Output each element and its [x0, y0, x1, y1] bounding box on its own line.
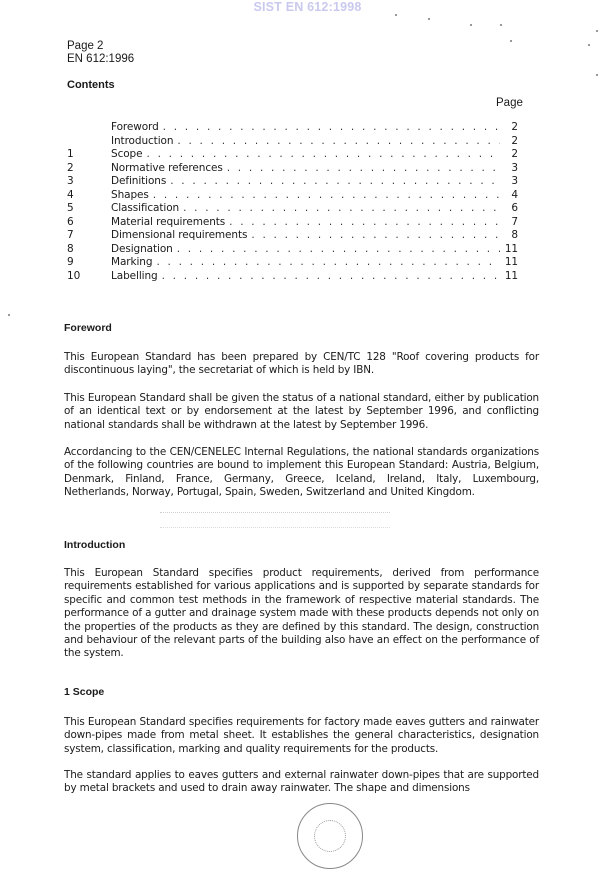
- toc-entry-page: 2: [511, 121, 518, 133]
- toc-leader-dots: [162, 270, 500, 284]
- toc-leader-dots: [177, 243, 500, 257]
- toc-entry-label: Introduction: [111, 134, 174, 147]
- foreword-paragraph-2: This European Standard shall be given the status of a national standard, either by publication of an identical text or by endorsement at the latest by September 1996, and conflicting national standards shall be withdrawn at the latest by September 1996.: [64, 392, 539, 431]
- table-of-contents: [67, 121, 518, 283]
- scope-paragraph-2: The standard applies to eaves gutters and external rainwater down-pipes that are supported by metal brackets and used to drain away rainwater. The shape and dimensions: [64, 769, 539, 795]
- toc-entry-designation[interactable]: [67, 243, 518, 257]
- scope-paragraph-2-block: [64, 769, 539, 796]
- scan-speck: [510, 40, 512, 42]
- page-header: [67, 40, 134, 66]
- foreword-paragraph-2-block: [64, 392, 539, 432]
- toc-entry-label: Classification: [111, 202, 180, 214]
- toc-entry-shapes[interactable]: [67, 189, 518, 203]
- toc-page-column-label: Page: [496, 97, 523, 109]
- scan-artifact: [160, 512, 390, 528]
- foreword-paragraph-1: This European Standard has been prepared by CEN/TC 128 "Roof covering products for discontinuous laying", the secretariat of which is held by IBN.: [64, 351, 539, 377]
- toc-entry-page: 11: [504, 269, 518, 282]
- toc-leader-dots: [177, 135, 500, 149]
- toc-leader-dots: [156, 256, 500, 270]
- introduction-paragraph-block: [64, 567, 539, 661]
- scope-heading: 1 Scope: [64, 686, 105, 698]
- scope-paragraph-1: This European Standard specifies requirements for factory made eaves gutters and rainwater down-pipes made from metal sheet. It establishes the general characteristics, designation system, classification, marking and quality requirements for the products.: [64, 716, 539, 755]
- toc-leader-dots: [227, 162, 500, 176]
- toc-leader-dots: [170, 175, 500, 189]
- toc-entry-foreword[interactable]: [67, 121, 518, 135]
- toc-entry-labelling[interactable]: [67, 270, 518, 284]
- toc-entry-page: 2: [511, 148, 518, 160]
- toc-entry-page: 2: [511, 134, 518, 147]
- toc-entry-label: Material requirements: [111, 215, 226, 228]
- toc-entry-classification[interactable]: [67, 202, 518, 216]
- toc-entry-number: 8: [67, 242, 74, 255]
- page-number: Page 2: [67, 40, 104, 52]
- contents-title: Contents: [67, 79, 115, 91]
- toc-entry-number: 6: [67, 215, 74, 228]
- toc-entry-page: 11: [504, 256, 518, 268]
- scan-speck: [500, 24, 502, 26]
- scan-speck: [428, 18, 430, 20]
- toc-entry-page: 11: [504, 242, 518, 255]
- official-seal-stamp: [297, 803, 363, 869]
- toc-entry-label: Marking: [111, 256, 153, 268]
- toc-entry-page: 7: [511, 215, 518, 228]
- toc-entry-page: 3: [511, 175, 518, 187]
- toc-entry-number: 5: [67, 202, 74, 214]
- toc-leader-dots: [183, 202, 500, 216]
- introduction-section: [64, 539, 539, 552]
- scan-speck: [8, 314, 10, 316]
- scope-section: [64, 686, 539, 699]
- toc-entry-page: 4: [511, 188, 518, 201]
- scan-speck: [395, 14, 397, 16]
- scan-speck: [596, 30, 598, 32]
- toc-entry-normative-references[interactable]: [67, 162, 518, 176]
- toc-entry-marking[interactable]: [67, 256, 518, 270]
- foreword-paragraph-3-block: [64, 446, 539, 500]
- toc-entry-introduction[interactable]: [67, 135, 518, 149]
- scan-speck: [470, 24, 472, 26]
- toc-leader-dots: [251, 229, 500, 243]
- toc-entry-label: Normative references: [111, 161, 223, 174]
- toc-leader-dots: [163, 121, 500, 135]
- toc-entry-number: 2: [67, 161, 74, 174]
- toc-leader-dots: [153, 189, 500, 203]
- watermark: SIST EN 612:1998: [253, 0, 362, 14]
- toc-entry-page: 3: [511, 161, 518, 174]
- toc-leader-dots: [229, 216, 500, 230]
- toc-entry-page: 8: [511, 229, 518, 241]
- toc-entry-label: Labelling: [111, 269, 158, 282]
- introduction-paragraph-1: This European Standard specifies product requirements, derived from performance requirements established for various applications and is supported by separate standards for specific and common test methods in the framework of respective material standards. The performance of a gutter and drainage system made with these products depends not only on the properties of the products as they are defined by this standard. The design, construction and behaviour of the relevant parts of the building also have an effect on the performance of the system.: [64, 567, 539, 660]
- toc-entry-label: Designation: [111, 242, 173, 255]
- toc-entry-number: 3: [67, 175, 74, 187]
- toc-entry-scope[interactable]: [67, 148, 518, 162]
- toc-entry-material-requirements[interactable]: [67, 216, 518, 230]
- standard-reference: EN 612:1996: [67, 53, 135, 65]
- toc-entry-dimensional-requirements[interactable]: [67, 229, 518, 243]
- toc-entry-number: 10: [67, 269, 81, 282]
- foreword-paragraph-1-block: [64, 351, 539, 378]
- toc-entry-number: 7: [67, 229, 74, 241]
- foreword-paragraph-3: Accordancing to the CEN/CENELEC Internal Regulations, the national standards organizations of the following countries are bound to implement this European Standard: Austria, Belgium, Denmark, Finland, France, Germany, Greece, Iceland, Ireland, Italy, Luxembourg, Netherlands, Norway, Portugal, Spain, Sweden, Switzerland and United Kingdom.: [64, 446, 539, 499]
- toc-entry-label: Foreword: [111, 121, 159, 133]
- toc-leader-dots: [147, 148, 501, 162]
- foreword-section: [64, 322, 539, 335]
- scope-paragraph-1-block: [64, 716, 539, 756]
- toc-entry-label: Definitions: [111, 175, 167, 187]
- toc-entry-label: Dimensional requirements: [111, 229, 248, 241]
- toc-entry-definitions[interactable]: [67, 175, 518, 189]
- scan-speck: [588, 44, 590, 46]
- toc-entry-number: 9: [67, 256, 74, 268]
- toc-entry-number: 4: [67, 188, 74, 201]
- introduction-heading: Introduction: [64, 539, 126, 551]
- toc-entry-number: 1: [67, 148, 74, 160]
- foreword-heading: Foreword: [64, 322, 112, 334]
- toc-entry-label: Scope: [111, 148, 143, 160]
- scan-speck: [596, 74, 598, 76]
- toc-entry-label: Shapes: [111, 188, 149, 201]
- toc-entry-page: 6: [511, 202, 518, 214]
